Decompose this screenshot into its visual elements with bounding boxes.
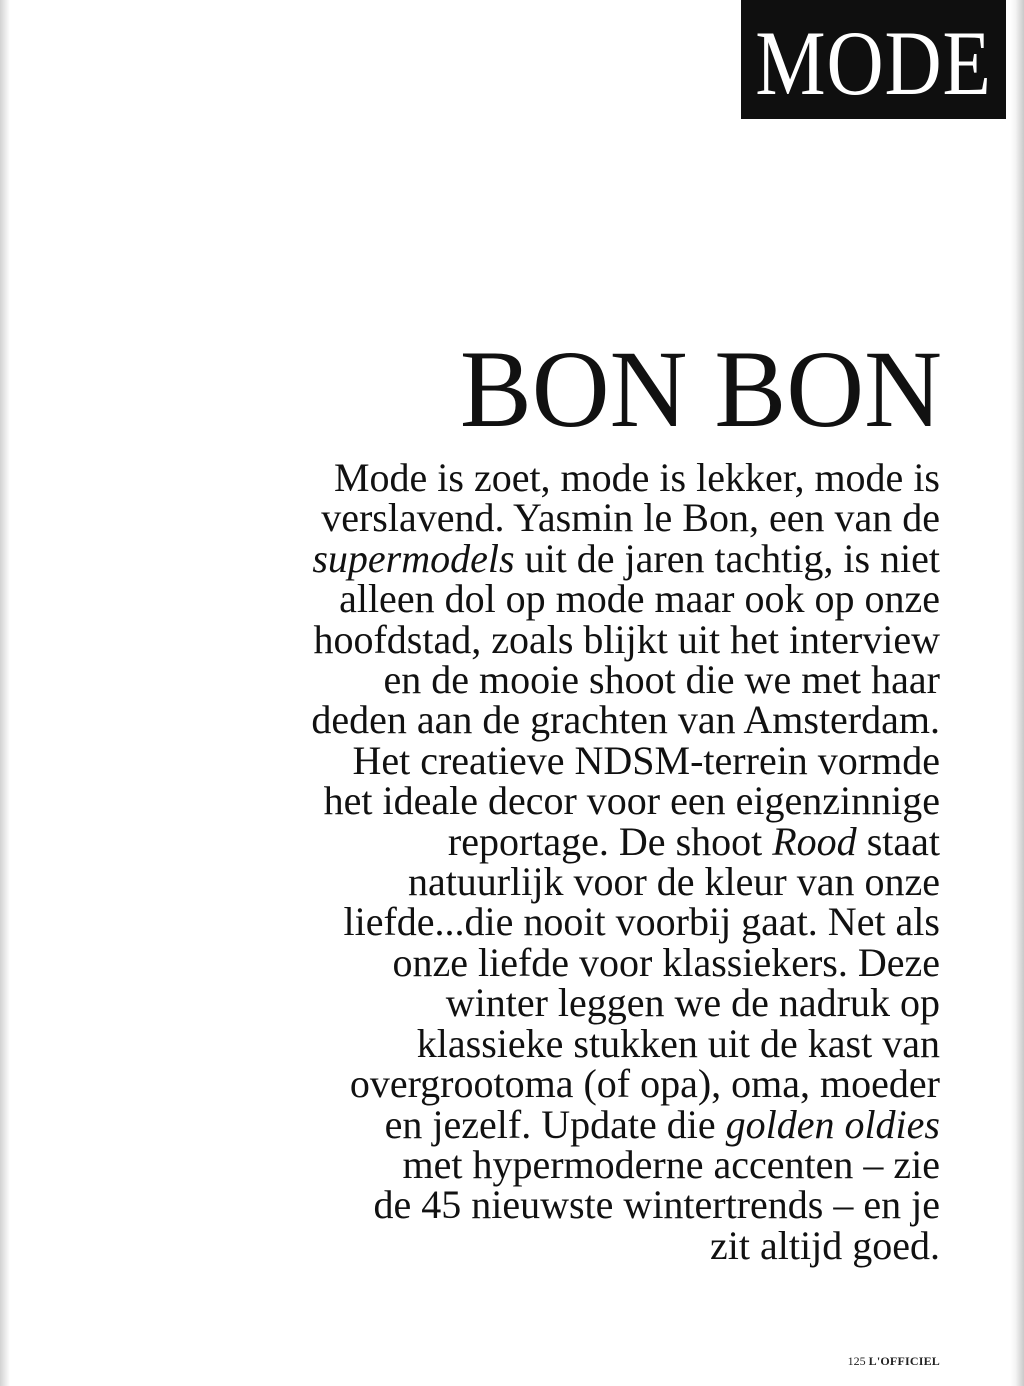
body-line: [40, 859, 940, 905]
body-text-segment: natuurlijk voor de kleur van onze: [407, 859, 940, 905]
body-text-segment: deden aan de grachten van Amsterdam.: [311, 697, 940, 743]
body-text-segment: uit de jaren tachtig, is niet: [514, 535, 940, 581]
body-text-segment: alleen dol op mode maar ook op onze: [339, 576, 940, 622]
body-text-segment: staat: [856, 818, 940, 864]
body-text-segment: hoofdstad, zoals blijkt uit het interview: [313, 616, 940, 662]
body-line: [40, 737, 940, 783]
body-line: [40, 1222, 940, 1268]
body-text-segment: Mode is zoet, mode is lekker, mode is: [333, 455, 940, 500]
body-text-segment: overgrootoma (of opa), oma, moeder: [349, 1061, 940, 1107]
section-tag: [741, 0, 1006, 119]
magazine-name: L'OFFICIEL: [868, 1354, 940, 1368]
body-line: [40, 899, 940, 945]
body-text-segment: en de mooie shoot die we met haar: [383, 657, 940, 703]
body-text-segment: verslavend. Yasmin le Bon, een van de: [321, 495, 940, 541]
page-number: 125: [847, 1354, 866, 1368]
body-italic-text: supermodels: [312, 535, 515, 581]
body-line: [40, 1141, 940, 1187]
body-line: [40, 939, 940, 985]
section-tag-label: MODE: [755, 11, 992, 114]
body-line: [40, 455, 940, 500]
body-text-segment: liefde...die nooit voorbij gaat. Net als: [343, 899, 940, 945]
article-headline: BON BON: [459, 328, 942, 450]
article-intro-text: [40, 455, 940, 1268]
body-text-segment: en jezelf. Update die: [384, 1101, 726, 1147]
page-edge-shadow-left: [0, 0, 10, 1386]
body-line: [40, 778, 940, 824]
body-text-segment: zit altijd goed.: [710, 1222, 940, 1268]
body-line: [40, 495, 940, 541]
body-text-segment: onze liefde voor klassiekers. Deze: [392, 939, 940, 985]
body-line: [40, 535, 940, 581]
body-line: [40, 657, 940, 703]
body-text-segment: klassieke stukken uit de kast van: [416, 1020, 940, 1066]
page-edge-shadow-right: [1010, 0, 1024, 1386]
body-text-segment: met hypermoderne accenten – zie: [402, 1141, 940, 1187]
body-text-segment: reportage. De shoot: [447, 818, 773, 864]
body-line: [40, 576, 940, 622]
body-line: [40, 1182, 940, 1228]
body-italic-text: golden oldies: [725, 1101, 940, 1147]
body-line: [40, 980, 940, 1026]
body-text-segment: Het creatieve NDSM-terrein vormde: [352, 737, 940, 783]
body-line: [40, 697, 940, 743]
body-line: [40, 1061, 940, 1107]
body-text-segment: de 45 nieuwste wintertrends – en je: [373, 1182, 940, 1228]
body-text-segment: winter leggen we de nadruk op: [445, 980, 940, 1026]
page-footer: [848, 1354, 940, 1369]
body-line: [40, 818, 940, 864]
body-line: [40, 1020, 940, 1066]
body-line: [40, 1101, 940, 1147]
body-line: [40, 616, 940, 662]
body-text-segment: het ideale decor voor een eigenzinnige: [323, 778, 940, 824]
body-italic-text: Rood: [772, 818, 857, 864]
